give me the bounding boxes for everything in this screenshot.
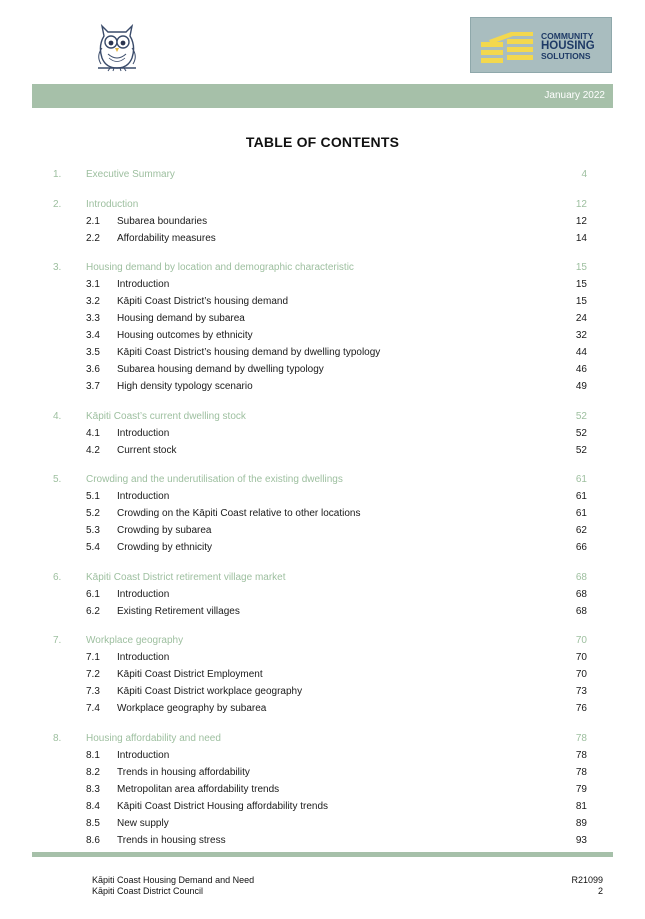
toc-subsection-entry[interactable] [0,589,645,603]
toc-entry-number: 4.1 [86,427,100,439]
toc-entry-number: 6. [53,571,62,583]
toc-entry-page: 49 [575,381,587,392]
toc-entry-number: 7.4 [86,703,100,714]
toc-entry-number: 8.6 [86,834,100,846]
toc-subsection-entry[interactable] [0,750,645,764]
toc-subsection-entry[interactable] [0,428,645,442]
toc-entry-number: 3.2 [86,296,100,307]
toc-entry-title: Housing demand by location and demographic characteristic [86,262,354,273]
toc-entry-number: 2.1 [86,215,100,227]
toc-entry-number: 5.1 [86,491,100,502]
toc-entry-number: 8.4 [86,800,100,812]
toc-subsection-entry[interactable] [0,703,645,717]
toc-entry-number: 3.1 [86,279,100,290]
toc-entry-title: Affordability measures [117,232,216,244]
toc-subsection-entry[interactable] [0,784,645,798]
toc-entry-page: 14 [575,232,587,244]
toc-entry-page: 81 [575,800,587,812]
toc-entry-number: 3. [53,262,62,273]
owl-logo-icon [92,18,142,74]
toc-entry-title: Trends in housing affordability [117,766,250,778]
community-housing-solutions-mark-icon [479,28,537,64]
toc-entry-title: Crowding by ethnicity [117,542,213,553]
toc-entry-title: Introduction [117,427,170,439]
toc-entry-page: 61 [575,508,587,519]
toc-entry-title: High density typology scenario [117,381,253,392]
toc-subsection-entry[interactable] [0,652,645,666]
toc-entry-page: 52 [575,444,587,456]
toc-entry-title: Introduction [117,588,170,600]
toc-entry-number: 2.2 [86,232,100,244]
toc-entry-title: Introduction [117,279,170,290]
toc-entry-number: 5.3 [86,525,100,536]
toc-entry-page: 62 [575,525,587,536]
footer-report-ref: R21099 [571,875,603,885]
toc-entry-page: 4 [581,169,587,180]
footer-rule [32,852,613,857]
toc-entry-number: 6.1 [86,588,100,600]
toc-subsection-entry[interactable] [0,606,645,620]
toc-subsection-entry[interactable] [0,669,645,683]
toc-entry-number: 3.5 [86,347,100,358]
toc-entry-title: Subarea boundaries [117,215,208,227]
toc-subsection-entry[interactable] [0,801,645,815]
toc-subsection-entry[interactable] [0,525,645,539]
toc-entry-number: 4.2 [86,444,100,456]
toc-entry-page: 79 [575,783,587,795]
toc-subsection-entry[interactable] [0,445,645,459]
toc-entry-title: Kāpiti Coast District Employment [117,669,263,680]
toc-entry-title: Kāpiti Coast District’s housing demand [117,296,289,307]
toc-entry-number: 5. [53,474,62,485]
toc-entry-number: 8.3 [86,783,100,795]
toc-entry-title: Introduction [117,749,170,761]
toc-entry-page: 52 [575,410,587,422]
report-date: January 2022 [544,90,605,101]
toc-entry-number: 2. [53,198,62,210]
logo-line-solutions: SOLUTIONS [541,51,591,61]
toc-entry-title: Crowding on the Kāpiti Coast relative to other locations [117,508,361,519]
header-band [32,84,613,108]
toc-entry-title: Crowding and the underutilisation of the existing dwellings [86,474,343,485]
toc-entry-number: 3.6 [86,364,100,375]
toc-title: TABLE OF CONTENTS [245,134,400,150]
toc-entry-title: Trends in housing stress [117,834,226,846]
footer-client: Kāpiti Coast District Council [92,886,204,896]
toc-entry-page: 76 [575,703,587,714]
toc-entry-page: 78 [575,749,587,761]
toc-entry-number: 7.3 [86,686,100,697]
toc-entry-page: 61 [575,491,587,502]
toc-subsection-entry[interactable] [0,364,645,378]
toc-subsection-entry[interactable] [0,542,645,556]
toc-entry-title: Metropolitan area affordability trends [117,783,280,795]
toc-entry-number: 4. [53,410,62,422]
toc-entry-title: Housing demand by subarea [117,313,245,324]
toc-entry-number: 8.5 [86,817,100,829]
toc-entry-number: 7. [53,635,62,646]
toc-entry-number: 7.2 [86,669,100,680]
toc-subsection-entry[interactable] [0,818,645,832]
toc-entry-page: 66 [575,542,587,553]
footer-page-number: 2 [597,886,603,896]
toc-entry-number: 8.1 [86,749,100,761]
toc-entry-title: Housing outcomes by ethnicity [117,330,253,341]
toc-entry-page: 44 [575,347,587,358]
toc-entry-number: 3.3 [86,313,100,324]
toc-entry-number: 8. [53,732,62,744]
toc-section-entry[interactable] [0,169,645,183]
toc-entry-number: 6.2 [86,605,100,617]
toc-entry-page: 32 [575,330,587,341]
toc-entry-title: Executive Summary [86,169,175,180]
toc-entry-page: 24 [575,313,587,324]
toc-section-entry[interactable] [0,733,645,747]
toc-section-entry[interactable] [0,474,645,488]
community-housing-solutions-logo [470,17,612,73]
toc-entry-title: Crowding by subarea [117,525,212,536]
toc-entry-page: 93 [575,834,587,846]
toc-entry-title: Housing affordability and need [86,732,221,744]
toc-subsection-entry[interactable] [0,347,645,361]
toc-section-entry[interactable] [0,635,645,649]
logo-line-community: COMMUNITY [541,31,594,41]
toc-entry-title: Kāpiti Coast District retirement village market [86,571,286,583]
toc-entry-title: Introduction [117,652,170,663]
toc-entry-title: New supply [117,817,169,829]
toc-subsection-entry[interactable] [0,767,645,781]
toc-entry-title: Kāpiti Coast District Housing affordability trends [117,800,329,812]
toc-entry-number: 5.2 [86,508,100,519]
toc-entry-number: 7.1 [86,652,100,663]
toc-subsection-entry[interactable] [0,313,645,327]
logo-wordmark [541,32,607,61]
toc-subsection-entry[interactable] [0,491,645,505]
toc-section-entry[interactable] [0,572,645,586]
toc-entry-page: 70 [575,652,587,663]
toc-entry-page: 68 [575,605,587,617]
toc-entry-page: 12 [575,215,587,227]
toc-subsection-entry[interactable] [0,330,645,344]
toc-entry-title: Current stock [117,444,177,456]
toc-entry-title: Kāpiti Coast’s current dwelling stock [86,410,246,422]
toc-subsection-entry[interactable] [0,381,645,395]
toc-entry-number: 5.4 [86,542,100,553]
toc-subsection-entry[interactable] [0,216,645,230]
toc-subsection-entry[interactable] [0,279,645,293]
toc-subsection-entry[interactable] [0,835,645,849]
toc-entry-page: 15 [575,279,587,290]
toc-subsection-entry[interactable] [0,508,645,522]
toc-section-entry[interactable] [0,199,645,213]
toc-entry-number: 3.4 [86,330,100,341]
footer-doc-title: Kāpiti Coast Housing Demand and Need [92,875,255,885]
footer-left [92,875,254,897]
toc-entry-page: 68 [575,588,587,600]
toc-entry-page: 68 [575,571,587,583]
toc-entry-page: 46 [575,364,587,375]
toc-entry-page: 12 [575,198,587,210]
toc-entry-number: 3.7 [86,381,100,392]
toc-subsection-entry[interactable] [0,233,645,247]
toc-subsection-entry[interactable] [0,296,645,310]
toc-entry-page: 15 [575,262,587,273]
toc-section-entry[interactable] [0,262,645,276]
footer-right [571,875,603,897]
toc-entry-page: 78 [575,766,587,778]
toc-entry-page: 70 [575,669,587,680]
toc-entry-title: Workplace geography by subarea [117,703,267,714]
logo-line-housing: HOUSING [541,40,595,52]
toc-section-entry[interactable] [0,411,645,425]
toc-entry-title: Subarea housing demand by dwelling typology [117,364,324,375]
toc-entry-title: Kāpiti Coast District workplace geography [117,686,303,697]
toc-entry-page: 52 [575,427,587,439]
toc-entry-title: Introduction [117,491,170,502]
toc-entry-page: 70 [575,635,587,646]
toc-entry-page: 73 [575,686,587,697]
toc-entry-page: 15 [575,296,587,307]
toc-entry-title: Kāpiti Coast District’s housing demand by dwelling typology [117,347,381,358]
toc-entry-page: 89 [575,817,587,829]
toc-entry-page: 61 [575,474,587,485]
toc-subsection-entry[interactable] [0,686,645,700]
toc-entry-number: 8.2 [86,766,100,778]
toc-entry-number: 1. [53,169,62,180]
toc-entry-page: 78 [575,732,587,744]
toc-entry-title: Existing Retirement villages [117,605,240,617]
toc-entry-title: Introduction [86,198,139,210]
toc-entry-title: Workplace geography [86,635,184,646]
